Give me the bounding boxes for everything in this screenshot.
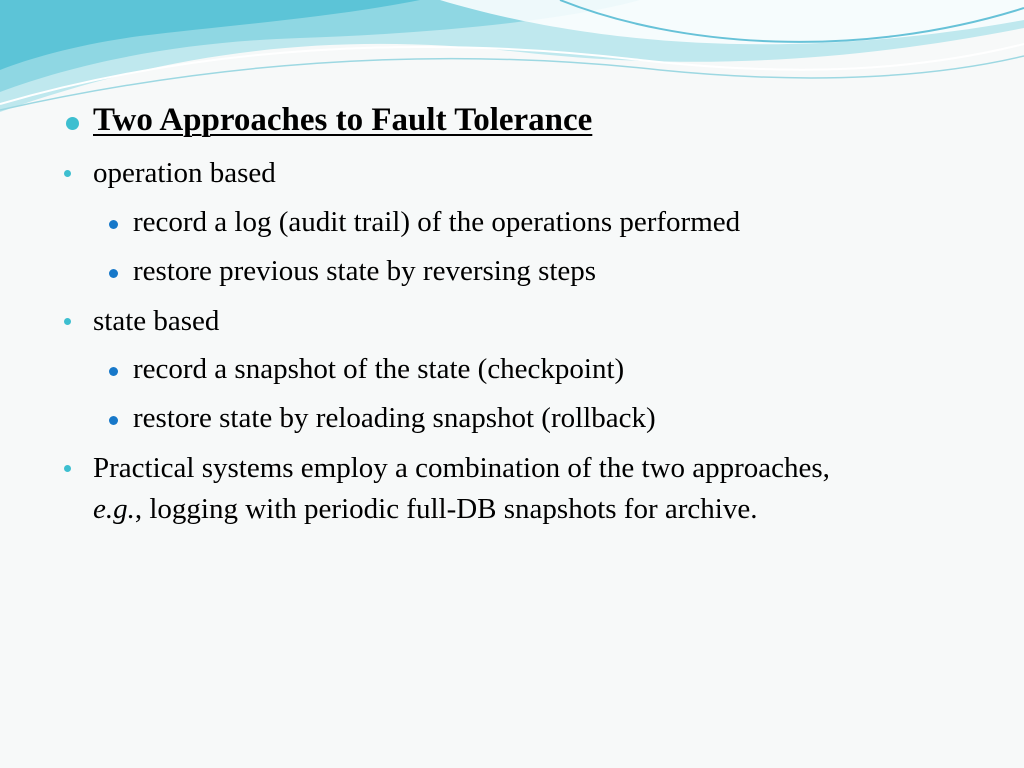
bullet-level1-icon bbox=[64, 465, 71, 472]
bullet-level2-icon bbox=[109, 416, 118, 425]
bullet-level1-icon bbox=[64, 318, 71, 325]
point-practical-line1: Practical systems employ a combination of the two approaches, bbox=[93, 452, 830, 484]
bullet-level2-icon bbox=[109, 269, 118, 278]
point-state-based: state based bbox=[93, 305, 220, 337]
point-restore-previous: restore previous state by reversing steps bbox=[133, 255, 597, 287]
bullet-level1-icon bbox=[64, 170, 71, 177]
point-record-snapshot: record a snapshot of the state (checkpoint) bbox=[133, 353, 625, 385]
point-practical-line2-rest: , logging with periodic full-DB snapshots for archive. bbox=[134, 493, 758, 525]
bullet-level2-icon bbox=[109, 367, 118, 376]
eg-text: e.g. bbox=[93, 493, 135, 525]
bullet-level2-icon bbox=[109, 220, 118, 229]
title-bullet-icon bbox=[66, 117, 79, 130]
point-operation-based: operation based bbox=[93, 157, 276, 189]
point-restore-state: restore state by reloading snapshot (rollback) bbox=[133, 402, 656, 434]
point-practical-line2 bbox=[93, 493, 757, 526]
slide-title: Two Approaches to Fault Tolerance bbox=[93, 102, 593, 138]
point-record-log: record a log (audit trail) of the operations performed bbox=[133, 206, 741, 238]
